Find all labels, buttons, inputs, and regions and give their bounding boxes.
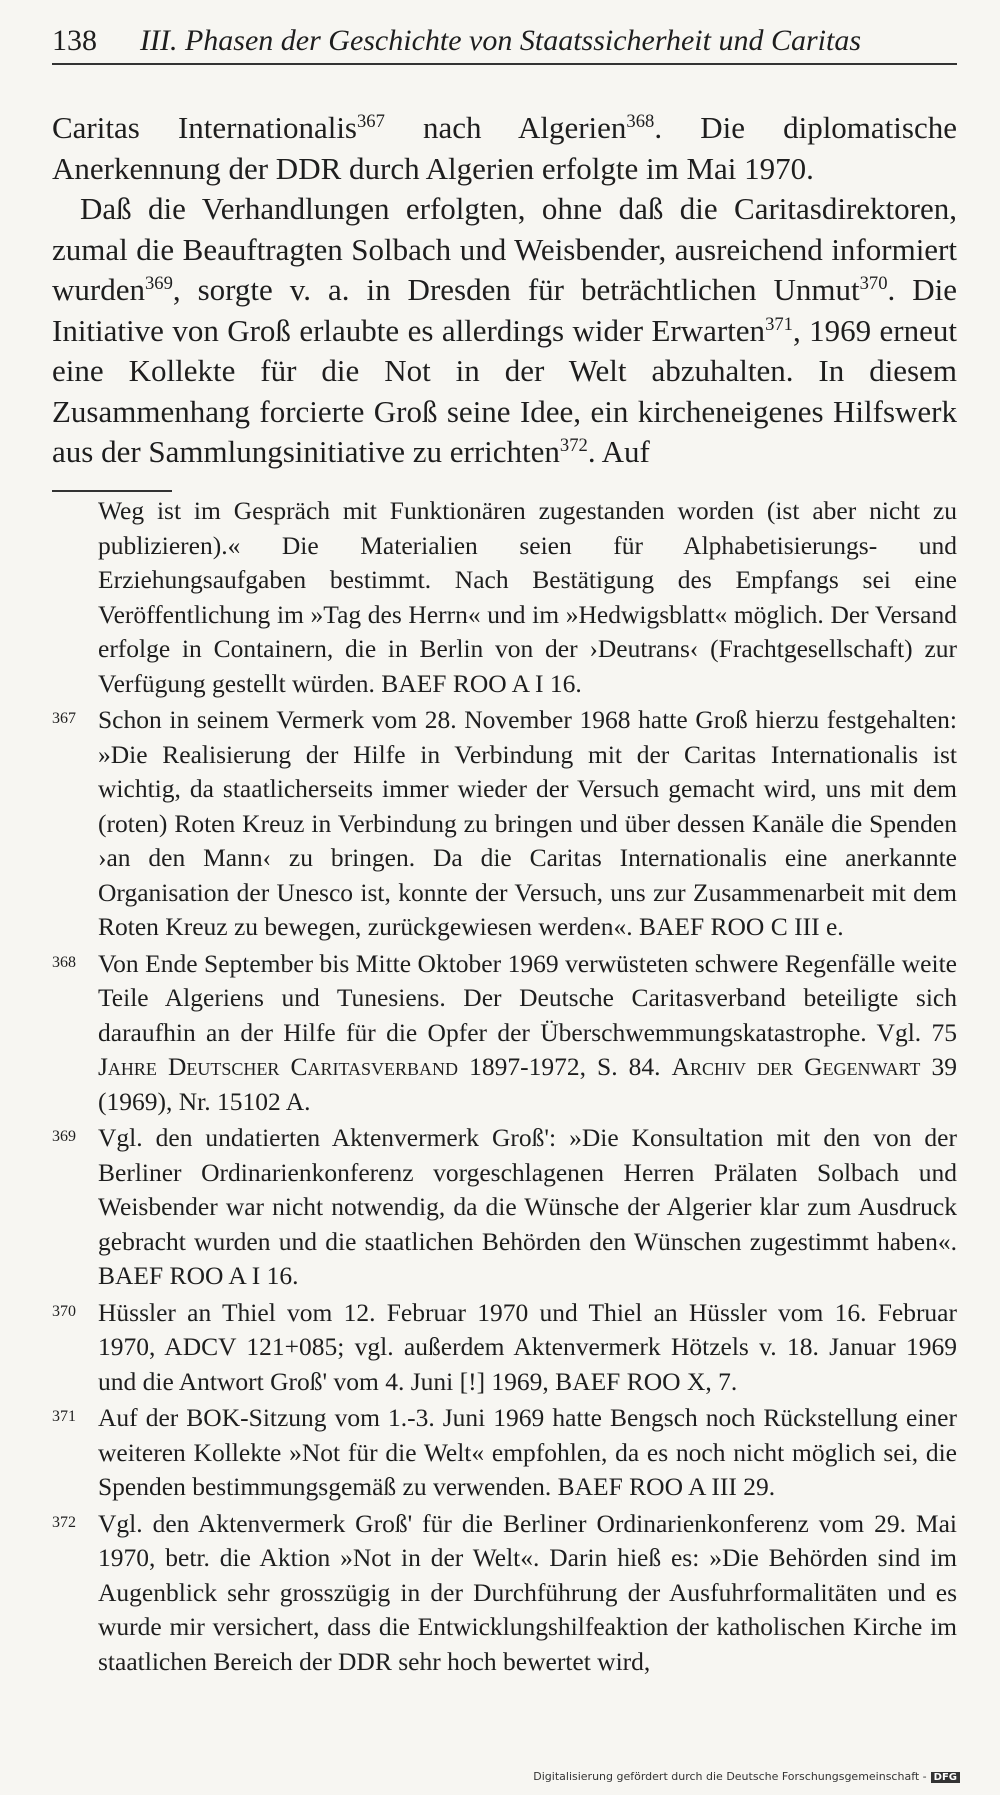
footnote-367 — [52, 703, 957, 945]
main-text — [52, 108, 957, 473]
footnote-text — [98, 949, 957, 1116]
text-run: Daß die Verhandlungen erfolgten, ohne daß die Caritasdirektoren, zumal die Beauftragten Solbach und Weisbender, ausreichend informiert wurden — [52, 191, 957, 307]
text-run: . Die diplomatische Anerkennung der DDR durch Algerien erfolgte im Mai 1970. — [52, 110, 957, 186]
footnote-ref-371: 371 — [765, 313, 793, 335]
footnote-371 — [52, 1401, 957, 1505]
footnote-number: 369 — [52, 1128, 76, 1145]
footnote-ref-368: 368 — [626, 110, 655, 132]
dfg-logo: DFG — [931, 1772, 960, 1783]
page-number: 138 — [52, 24, 97, 57]
footnote-text: Auf der BOK-Sitzung vom 1.-3. Juni 1969 hatte Bengsch noch Rückstellung einer weiteren Kollekte »Not für die Welt« empfohlen, da es noch nicht möglich sei, die Spenden bestimmungsgemäß zu verwenden. BAEF ROO A III 29. — [98, 1403, 957, 1501]
footnote-number: 371 — [52, 1408, 76, 1425]
running-header — [52, 20, 957, 62]
cited-title: 75 Jahre Deutscher Caritasverband — [98, 1017, 957, 1081]
footnotes — [52, 490, 957, 1679]
footnote-number: 372 — [52, 1513, 76, 1531]
paragraph-2 — [52, 189, 957, 473]
footnote-text: Schon in seinem Vermerk vom 28. November 1968 hatte Groß hierzu festgehalten: »Die Realisierung der Hilfe in Verbindung mit der Caritas Internationalis ist wichtig, da staatlicherseits immer wieder der Versuch gemacht wird, uns mit dem (roten) Roten Kreuz in Verbindung zu bringen und über dessen Kanäle die Spenden ›an den Mann‹ zu bringen. Da die Caritas Internationalis eine anerkannte Organisation der Unesco ist, konnte der Versuch, uns zur Zusammenarbeit mit dem Roten Kreuz zu bewegen, zurückgewiesen werden«. BAEF ROO C III e. — [98, 705, 957, 941]
text-run: Caritas Internationalis — [52, 110, 357, 145]
footnote-text: Vgl. den Aktenvermerk Groß' für die Berliner Ordinarienkonferenz vom 29. Mai 1970, betr. die Aktion »Not in der Welt«. Darin hieß es: »Die Behörden sind im Augenblick sehr grosszügig in der Durchführung der Ausfuhrformalitäten und es wurde mir versichert, dass die Entwicklungshilfeaktion der katholischen Kirche im staatlichen Bereich der DDR sehr hoch bewertet wird, — [98, 1508, 957, 1676]
footnote-368 — [52, 947, 957, 1120]
footnote-370 — [52, 1296, 957, 1400]
text-run: 39 (1969), Nr. 15102 A. — [98, 1052, 957, 1116]
footnote-ref-367: 367 — [357, 110, 385, 132]
footnote-continued — [52, 494, 957, 701]
footnote-ref-372: 372 — [559, 434, 588, 456]
text-run: nach Algerien — [384, 110, 627, 145]
paragraph-1 — [52, 108, 957, 189]
footnote-number: 368 — [52, 953, 76, 971]
footnote-ref-369: 369 — [144, 272, 173, 294]
digitization-credit — [533, 1770, 960, 1783]
footnote-369 — [52, 1121, 957, 1294]
header-rule — [52, 63, 957, 65]
footnote-number: 367 — [52, 710, 76, 727]
credit-text: Digitalisierung gefördert durch die Deutsche Forschungsgemeinschaft - — [533, 1770, 927, 1783]
footnote-text: Hüssler an Thiel vom 12. Februar 1970 und Thiel an Hüssler vom 16. Februar 1970, ADCV 121+085; vgl. außerdem Aktenvermerk Hötzels v. 18. Januar 1969 und die Antwort Groß' vom 4. Juni [!] 1969, BAEF ROO X, 7. — [98, 1297, 957, 1396]
text-run: . Die Initiative von Groß erlaubte es allerdings wider Erwarten — [52, 272, 958, 348]
text-run: , 1969 erneut eine Kollekte für die Not in der Welt abzuhalten. In diesem Zusammenhang forcierte Groß seine Idee, ein kircheneigenes Hilfswerk aus der Sammlungsinitiative zu errichten — [52, 312, 957, 469]
text-run: , sorgte v. a. in Dresden für beträchtlichen Unmut — [172, 272, 860, 307]
footnote-372 — [52, 1507, 957, 1680]
footnote-text: Vgl. den undatierten Aktenvermerk Groß': »Die Konsultation mit den von der Berliner Ordinarienkonferenz vorgeschlagenen Herren Prälaten Solbach und Weisbender war nicht notwendig, da die Wünsche der Algerier klar zum Ausdruck gebracht wurden und die staatlichen Behörden den Wünschen zugestimmt haben«. BAEF ROO A I 16. — [98, 1123, 957, 1290]
cited-title: Archiv der Gegenwart — [671, 1052, 921, 1081]
text-run: 1897-1972, S. 84. — [458, 1052, 672, 1081]
text-run: . Auf — [587, 434, 650, 469]
text-run: Von Ende September bis Mitte Oktober 1969 verwüsteten schwere Regenfälle weite Teile Algeriens und Tunesiens. Der Deutsche Caritasverband beteiligte sich daraufhin an der Hilfe für die Opfer der Überschwemmungskatastrophe. Vgl. — [98, 948, 957, 1047]
footnote-text: Weg ist im Gespräch mit Funktionären zugestanden worden (ist aber nicht zu publizieren).« Die Materialien seien für Alphabetisierungs- und Erziehungsaufgaben bestimmt. Nach Bestätigung des Empfangs sei eine Veröffentlichung im »Tag des Herrn« und im »Hedwigsblatt« möglich. Der Versand erfolge in Containern, die in Berlin von der ›Deutrans‹ (Frachtgesellschaft) zur Verfügung gestellt würden. BAEF ROO A I 16. — [98, 496, 957, 698]
footnote-number: 370 — [52, 1302, 76, 1320]
footnote-ref-370: 370 — [859, 272, 888, 294]
running-title: III. Phasen der Geschichte von Staatssicherheit und Caritas — [140, 24, 861, 57]
